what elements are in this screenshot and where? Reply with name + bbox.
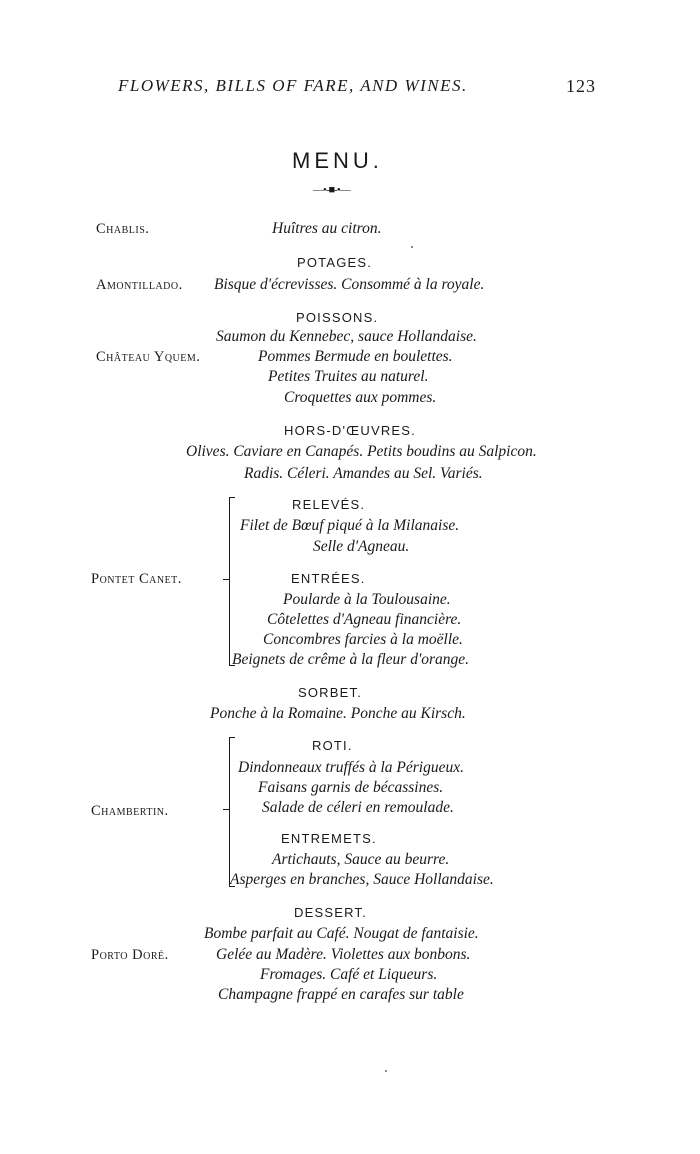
dessert-line-1: Bombe parfait au Café. Nougat de fantaisie. (204, 925, 479, 942)
poissons-line-3: Petites Truites au naturel. (268, 368, 429, 385)
wine-pontet-canet: Pontet Canet. (91, 571, 182, 587)
dessert-line-2: Gelée au Madère. Violettes aux bonbons. (216, 946, 471, 963)
hors-line-1: Olives. Caviare en Canapés. Petits boudins au Salpicon. (186, 443, 537, 460)
roti-line-2: Faisans garnis de bécassines. (258, 779, 444, 796)
page-number: 123 (566, 76, 596, 96)
group-brace-pontet-canet (229, 497, 230, 666)
entrees-line-4: Beignets de crême à la fleur d'orange. (232, 651, 470, 668)
heading-releves: RELEVÉS. (292, 497, 366, 512)
roti-line-1: Dindonneaux truffés à la Périgueux. (238, 759, 464, 776)
poissons-line-1: Saumon du Kennebec, sauce Hollandaise. (216, 328, 477, 345)
potages-line-1: Bisque d'écrevisses. Consommé à la royale. (214, 276, 485, 293)
entremets-line-1: Artichauts, Sauce au beurre. (272, 851, 450, 868)
roti-line-3: Salade de céleri en remoulade. (262, 799, 454, 816)
wine-chablis: Chablis. (96, 221, 150, 237)
dessert-line-4: Champagne frappé en carafes sur table (218, 986, 464, 1003)
print-speck (385, 1070, 387, 1072)
wine-porto-dore: Porto Doré. (91, 947, 169, 963)
heading-entrees: ENTRÉES. (291, 571, 366, 586)
poissons-line-2: Pommes Bermude en boulettes. (258, 348, 453, 365)
heading-sorbet: SORBET. (298, 685, 363, 700)
wine-chateau-yquem: Château Yquem. (96, 349, 201, 365)
heading-roti: ROTI. (312, 738, 353, 753)
group-brace-chambertin (229, 737, 230, 887)
poissons-line-4: Croquettes aux pommes. (284, 389, 437, 406)
entrees-line-1: Poularde à la Toulousaine. (283, 591, 451, 608)
heading-potages: POTAGES. (297, 255, 373, 270)
sorbet-line-1: Ponche à la Romaine. Ponche au Kirsch. (210, 705, 466, 722)
hors-line-2: Radis. Céleri. Amandes au Sel. Variés. (244, 465, 483, 482)
releves-line-1: Filet de Bœuf piqué à la Milanaise. (240, 517, 460, 534)
menu-title: MENU. (292, 148, 383, 173)
entrees-line-3: Concombres farcies à la moëlle. (263, 631, 463, 648)
entrees-line-2: Côtelettes d'Agneau financière. (267, 611, 462, 628)
wine-amontillado: Amontillado. (96, 277, 183, 293)
heading-dessert: DESSERT. (294, 905, 367, 920)
heading-hors-doeuvres: HORS-D'ŒUVRES. (284, 423, 416, 438)
course-oysters: Huîtres au citron. (272, 220, 382, 237)
print-speck (411, 246, 413, 248)
running-title: FLOWERS, BILLS OF FARE, AND WINES. (118, 76, 468, 95)
releves-line-2: Selle d'Agneau. (313, 538, 410, 555)
entremets-line-2: Asperges en branches, Sauce Hollandaise. (230, 871, 494, 888)
dessert-line-3: Fromages. Café et Liqueurs. (260, 966, 438, 983)
wine-chambertin: Chambertin. (91, 803, 169, 819)
heading-entremets: ENTREMETS. (281, 831, 377, 846)
ornament-divider: —•-■-•— (313, 184, 350, 196)
heading-poissons: POISSONS. (296, 310, 379, 325)
